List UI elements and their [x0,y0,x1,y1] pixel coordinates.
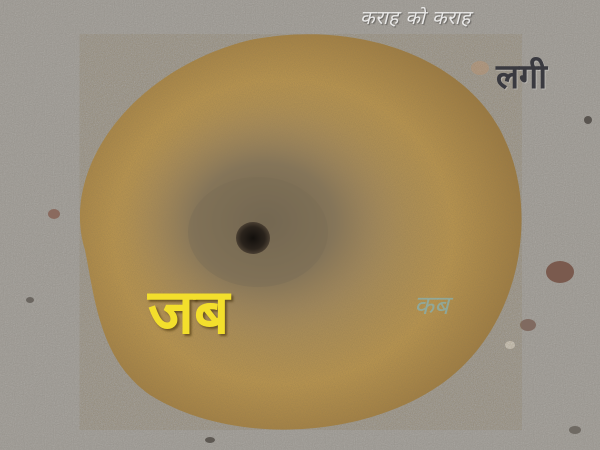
caption-word-faint: कब [414,291,449,321]
watermark: कराह को कराह [360,7,471,29]
anthill-mound [80,34,522,429]
caption-word-lagi: लगी [496,57,547,97]
anthill-hole-icon [236,222,270,254]
caption-word-jab: जब [148,275,230,348]
